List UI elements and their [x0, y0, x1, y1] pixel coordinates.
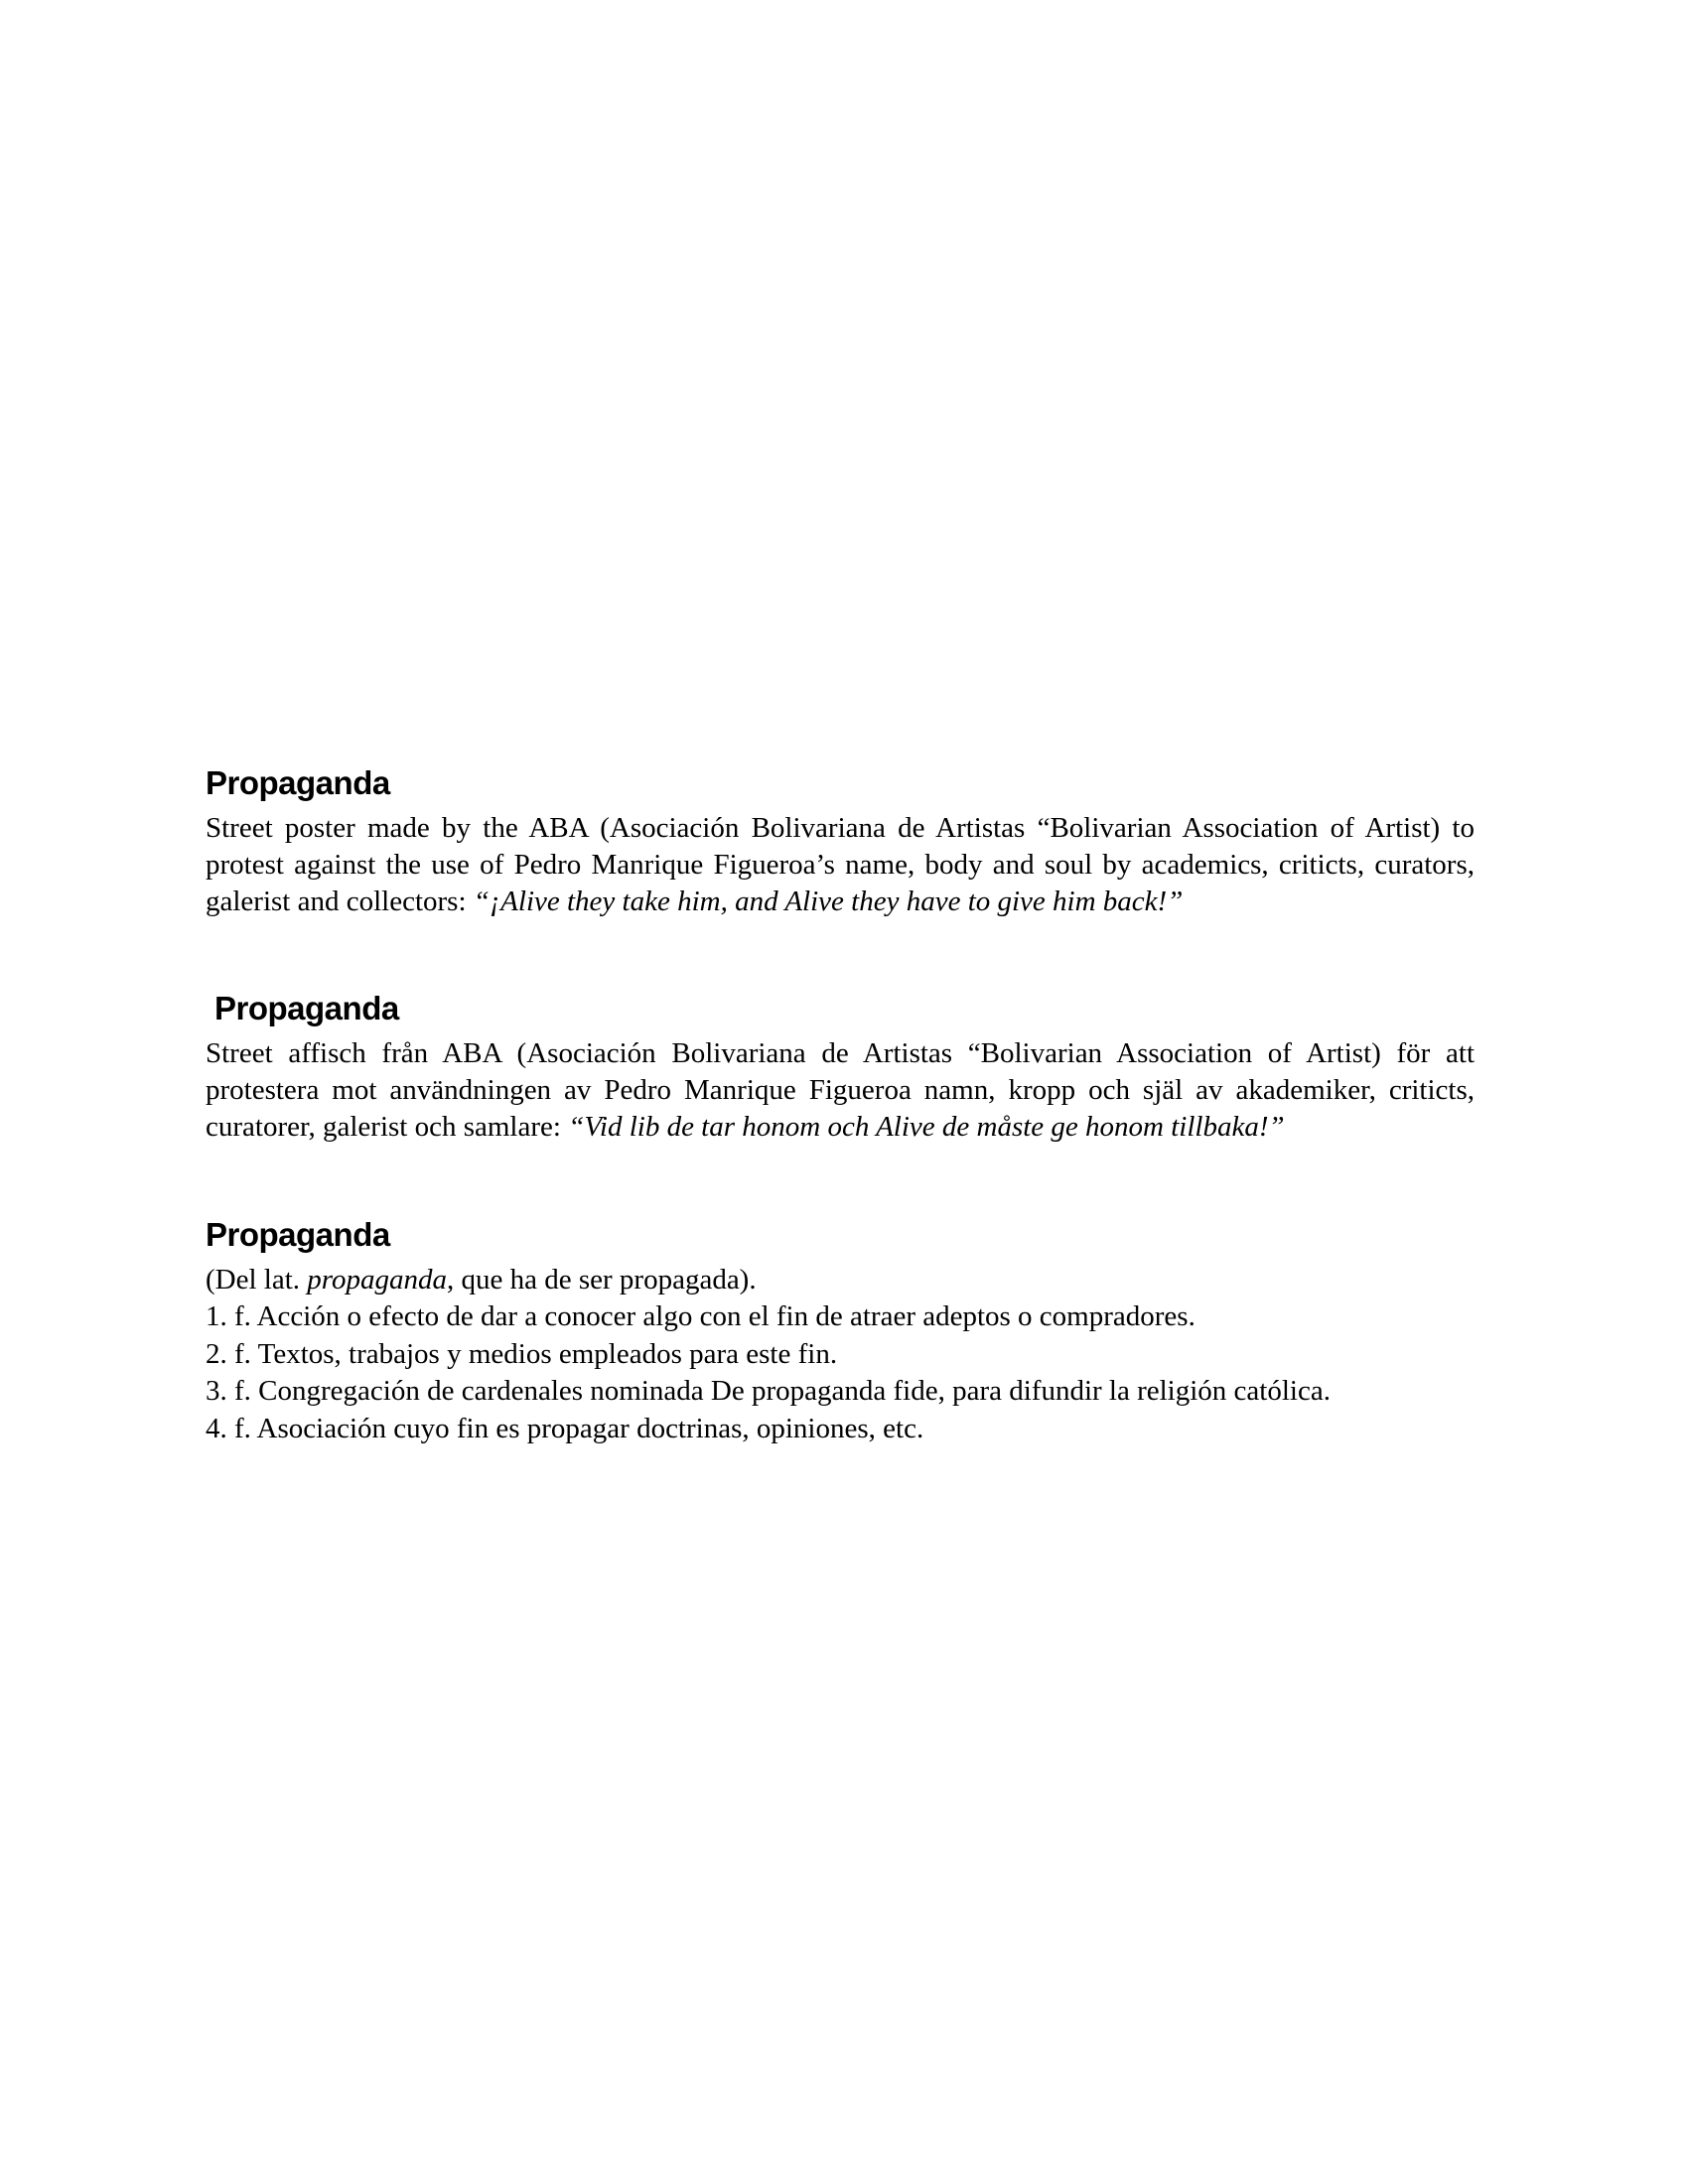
paragraph-swedish	[206, 1035, 1475, 1145]
definition-3: 3. f. Congregación de cardenales nominada De propaganda fide, para difundir la religión católica.	[206, 1375, 1331, 1408]
paragraph-swedish-text: Street affisch från ABA (Asociación Bolivariana de Artistas “Bolivarian Association of Artist) för att protestera mot användningen av Pedro Manrique Figueroa namn, kropp och själ av akademiker, criticts, curatorer, galerist och samlare:	[206, 1037, 1475, 1143]
text-column	[206, 763, 1475, 1447]
heading-propaganda-english: Propaganda	[206, 764, 390, 801]
heading-propaganda-spanish: Propaganda	[206, 1215, 390, 1253]
etymology-latin-word: propaganda	[307, 1263, 447, 1296]
definition-2: 2. f. Textos, trabajos y medios empleados para este fin.	[206, 1337, 838, 1370]
definition-4: 4. f. Asociación cuyo fin es propagar doctrinas, opiniones, etc.	[206, 1412, 924, 1444]
paragraph-english-quote: “¡Alive they take him, and Alive they have to give him back!”	[473, 885, 1184, 917]
heading-propaganda-swedish: Propaganda	[214, 990, 399, 1027]
paragraph-english	[206, 810, 1475, 919]
etymology-suffix: , que ha de ser propagada).	[446, 1263, 757, 1296]
paragraph-english-text: Street poster made by the ABA (Asociación Bolivariana de Artistas “Bolivarian Association of Artist) to protest against the use of Pedro Manrique Figueroa’s name, body and soul by academics, criticts, curators, galerist and collectors:	[206, 812, 1475, 917]
section-english	[206, 763, 1475, 919]
paragraph-swedish-quote: “Vid lib de tar honom och Alive de måste ge honom tillbaka!”	[568, 1110, 1285, 1143]
section-swedish	[206, 989, 1475, 1145]
etymology-prefix: (Del lat.	[206, 1263, 308, 1296]
etymology-line	[206, 1262, 1475, 1299]
section-spanish	[206, 1215, 1475, 1448]
definition-1: 1. f. Acción o efecto de dar a conocer algo con el fin de atraer adeptos o compradores.	[206, 1300, 1196, 1333]
